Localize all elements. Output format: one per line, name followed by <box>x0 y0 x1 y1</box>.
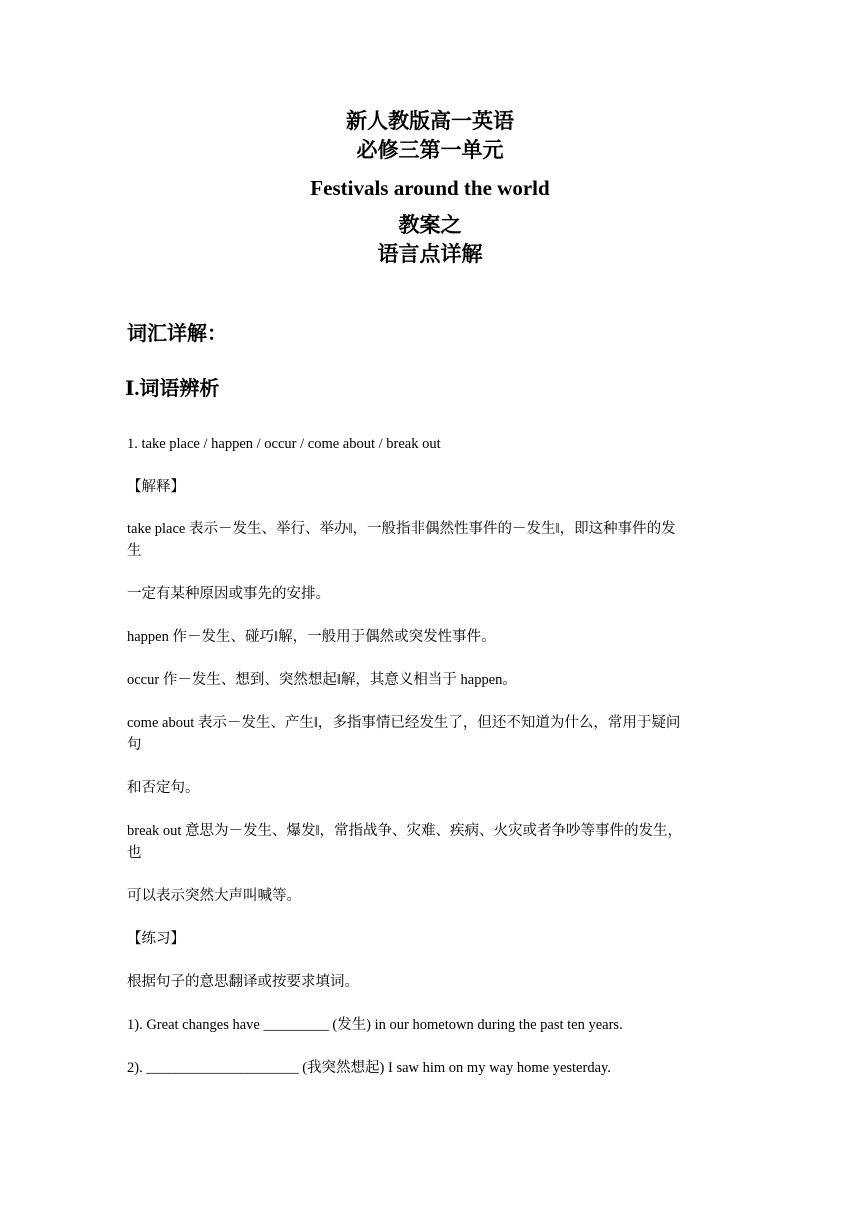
paragraph-break-out-cont: 可以表示突然大声叫喊等。 <box>127 888 301 904</box>
paragraph-come-about: come about 表示－发生、产生‖，多指事情已经发生了，但还不知道为什么，常用于疑问句 <box>127 715 681 753</box>
practice-tag: 【练习】 <box>127 931 185 947</box>
paragraph-occur: occur 作－发生、想到、突然想起‖解，其意义相当于 happen。 <box>127 672 517 688</box>
paragraph-happen: happen 作－发生、碰巧‖解，一般用于偶然或突发性事件。 <box>127 629 496 645</box>
title-line-1: 新人教版高一英语 <box>346 109 514 133</box>
practice-instruction: 根据句子的意思翻译或按要求填词。 <box>127 974 359 990</box>
explain-tag: 【解释】 <box>127 479 185 495</box>
paragraph-come-about-cont: 和否定句。 <box>127 780 200 796</box>
question-2: 2). _____________________ (我突然想起) I saw him on my way home yesterday. <box>127 1060 611 1076</box>
title-line-2: 必修三第一单元 <box>356 138 504 162</box>
question-1: 1). Great changes have _________ (发生) in our hometown during the past ten years. <box>127 1017 623 1033</box>
paragraph-take-place: take place 表示－发生、举行、举办‖，一般指非偶然性事件的－发生‖，即这种事件的发生 <box>127 521 676 559</box>
title-line-5: 语言点详解 <box>377 242 483 266</box>
title-line-4: 教案之 <box>398 213 462 237</box>
sub-heading: Ⅰ.词语辨析 <box>125 378 220 400</box>
vocab-heading: 词汇详解： <box>127 323 227 345</box>
item-title: 1. take place / happen / occur / come about / break out <box>127 436 441 452</box>
paragraph-break-out: break out 意思为－发生、爆发‖，常指战争、灾难、疾病、火灾或者争吵等事件的发生，也 <box>127 823 683 861</box>
title-line-3: Festivals around the world <box>310 176 550 200</box>
paragraph-take-place-cont: 一定有某种原因或事先的安排。 <box>127 586 330 602</box>
